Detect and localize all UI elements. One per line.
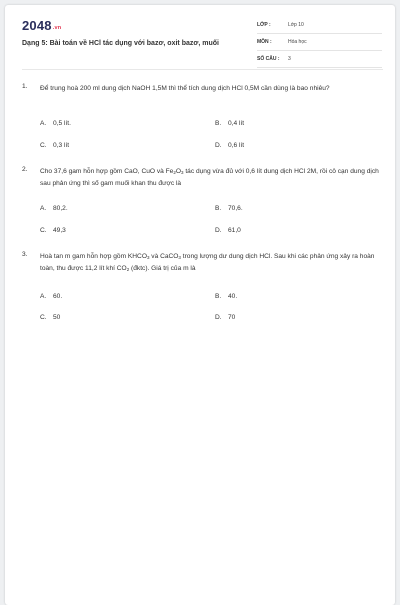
subscript: 2 (126, 267, 130, 272)
option-c[interactable] (40, 314, 60, 321)
question-text-part: O (175, 168, 181, 175)
option-d[interactable] (215, 227, 241, 234)
option-b[interactable] (215, 120, 244, 127)
meta-row-class (257, 17, 382, 34)
document-title: Dạng 5: Bài toán về HCl tác dụng với bazơ, oxit bazơ, muối (22, 40, 219, 47)
meta-row-subject (257, 34, 382, 51)
option-value: 60. (53, 293, 63, 300)
question-text-part: (đktc). Giá trị của m là (129, 265, 196, 272)
question-text (40, 83, 380, 95)
option-value: 80,2. (53, 205, 68, 212)
option-d[interactable] (215, 142, 244, 149)
question-text (40, 166, 380, 190)
option-a[interactable] (40, 205, 68, 212)
option-b[interactable] (215, 205, 243, 212)
meta-row-count (257, 51, 382, 68)
option-value: 40. (228, 293, 238, 300)
meta-label: SỐ CÂU : (257, 56, 280, 62)
option-value: 50 (53, 314, 61, 321)
document-page (5, 5, 395, 605)
option-key: C. (40, 227, 47, 234)
option-value: 61,0 (228, 227, 241, 234)
subscript: 3 (181, 170, 184, 175)
option-key: B. (215, 293, 222, 300)
option-key: C. (40, 314, 47, 321)
meta-value: Hóa học (288, 39, 307, 45)
question-text-part: Hoà tan m gam hỗn hợp gồm KHCO (40, 253, 147, 260)
question-text-part: trong lượng dư dung dịch HCl. Sau khi các phản ứng xảy ra hoàn toàn, thu được 11,2 lít khí CO (40, 253, 375, 272)
meta-label: LỚP : (257, 22, 271, 28)
question-text (40, 251, 380, 275)
logo-text: 2048 (22, 18, 52, 33)
question-text-part: và CaCO (149, 253, 179, 260)
meta-value: 3 (288, 56, 291, 62)
option-value: 0,4 lít (228, 120, 245, 127)
subscript: 3 (146, 255, 150, 260)
question-text-part: tác dụng vừa đủ với 0,6 lít dung dịch HCl 2M, rồi cô cạn dung dịch sau phản ứng thì số gam muối khan thu được là (40, 168, 379, 187)
option-value: 70 (228, 314, 236, 321)
option-d[interactable] (215, 314, 235, 321)
question-number: 1. (22, 83, 28, 90)
question-number: 2. (22, 166, 28, 173)
option-value: 0,3 lít (53, 142, 70, 149)
option-a[interactable] (40, 120, 71, 127)
subscript: 3 (178, 255, 181, 260)
meta-label: MÔN : (257, 39, 272, 45)
option-value: 0,6 lít (228, 142, 245, 149)
logo-suffix: .vn (52, 25, 62, 31)
option-key: C. (40, 142, 47, 149)
option-c[interactable] (40, 142, 69, 149)
option-value: 70,6. (228, 205, 243, 212)
option-key: D. (215, 314, 222, 321)
option-c[interactable] (40, 227, 66, 234)
option-b[interactable] (215, 293, 237, 300)
question-number: 3. (22, 251, 28, 258)
header-divider (22, 69, 383, 70)
option-value: 49,3 (53, 227, 66, 234)
option-key: A. (40, 120, 47, 127)
option-value: 0,5 lít. (53, 120, 71, 127)
option-a[interactable] (40, 293, 62, 300)
option-key: D. (215, 227, 222, 234)
option-key: A. (40, 205, 47, 212)
question-text-part: Cho 37,6 gam hỗn hợp gồm CaO, CuO và Fe (40, 168, 174, 175)
option-key: D. (215, 142, 222, 149)
meta-value: Lớp 10 (288, 22, 304, 28)
option-key: A. (40, 293, 47, 300)
subscript: 2 (173, 170, 176, 175)
question-text-part: Để trung hoà 200 ml dung dịch NaOH 1,5M thì thể tích dung dịch HCl 0,5M cần dùng là bao nhiêu? (40, 85, 330, 92)
option-key: B. (215, 120, 222, 127)
site-logo[interactable] (22, 18, 61, 33)
option-key: B. (215, 205, 222, 212)
